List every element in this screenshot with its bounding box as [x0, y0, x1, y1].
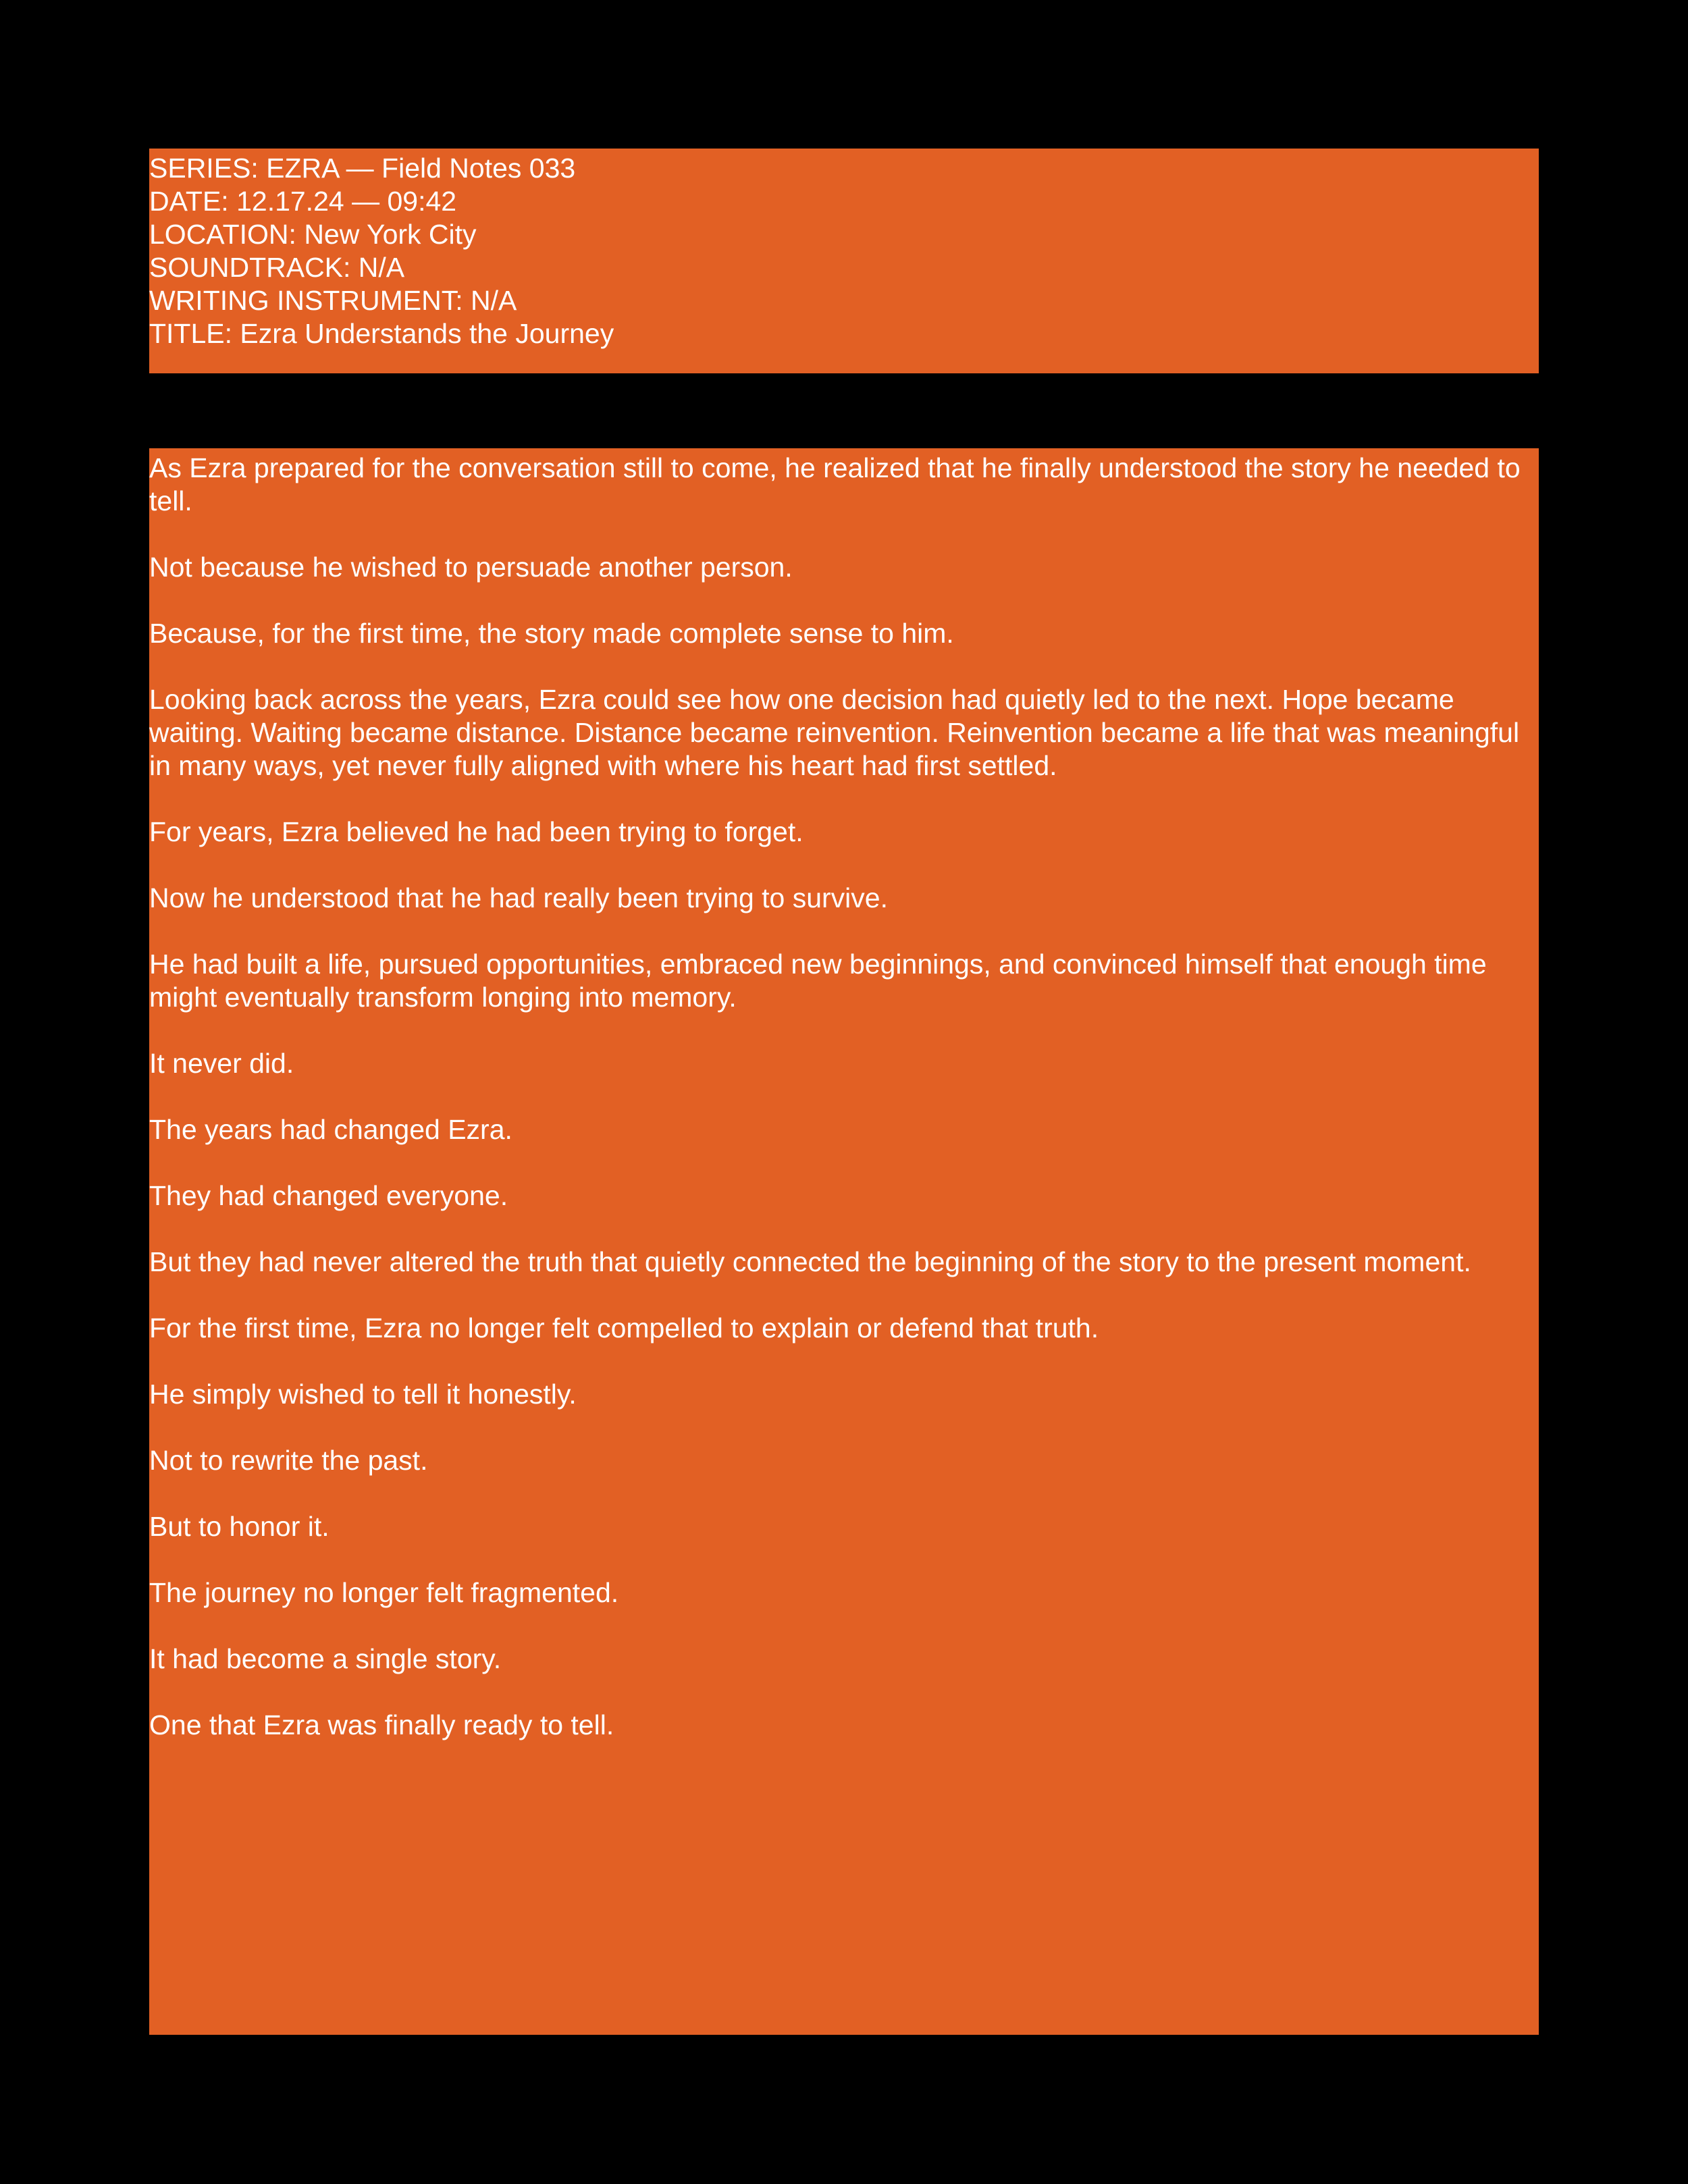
- paragraph: He had built a life, pursued opportunities, embraced new beginnings, and convinced himself that enough time might eventually transform longing into memory.: [149, 949, 1487, 1013]
- paragraph: One that Ezra was finally ready to tell.: [149, 1709, 614, 1740]
- date-line: DATE: 12.17.24 — 09:42: [149, 186, 457, 217]
- location-line: LOCATION: New York City: [149, 219, 477, 250]
- paragraph: But to honor it.: [149, 1511, 329, 1542]
- soundtrack-line: SOUNDTRACK: N/A: [149, 252, 405, 283]
- paragraph: As Ezra prepared for the conversation still to come, he realized that he finally understood the story he needed to tell.: [149, 452, 1521, 516]
- paragraph: The journey no longer felt fragmented.: [149, 1577, 619, 1608]
- paragraph: It never did.: [149, 1048, 294, 1079]
- paragraph: Not because he wished to persuade another person.: [149, 552, 793, 583]
- body-text-panel: [149, 448, 1539, 2035]
- metadata-panel: [149, 149, 1539, 373]
- paragraph: For years, Ezra believed he had been trying to forget.: [149, 816, 803, 847]
- title-line: TITLE: Ezra Understands the Journey: [149, 318, 614, 349]
- paragraph: Not to rewrite the past.: [149, 1445, 428, 1476]
- paragraph: For the first time, Ezra no longer felt compelled to explain or defend that truth.: [149, 1312, 1099, 1343]
- paragraph: They had changed everyone.: [149, 1180, 508, 1211]
- paragraph: Looking back across the years, Ezra could see how one decision had quietly led to the next. Hope became waiting. Waiting became distance. Distance became reinvention. Reinvention became a life that was meaningful in many ways, yet never fully aligned with where his heart had first settled.: [149, 684, 1520, 781]
- paragraph: He simply wished to tell it honestly.: [149, 1379, 577, 1410]
- paragraph: The years had changed Ezra.: [149, 1114, 512, 1145]
- paragraph: Because, for the first time, the story made complete sense to him.: [149, 618, 954, 649]
- paragraph: But they had never altered the truth that quietly connected the beginning of the story to the present moment.: [149, 1246, 1471, 1277]
- paragraph: Now he understood that he had really been trying to survive.: [149, 882, 888, 913]
- paragraph: It had become a single story.: [149, 1643, 502, 1674]
- series-line: SERIES: EZRA — Field Notes 033: [149, 153, 576, 184]
- writing-instrument-line: WRITING INSTRUMENT: N/A: [149, 285, 517, 316]
